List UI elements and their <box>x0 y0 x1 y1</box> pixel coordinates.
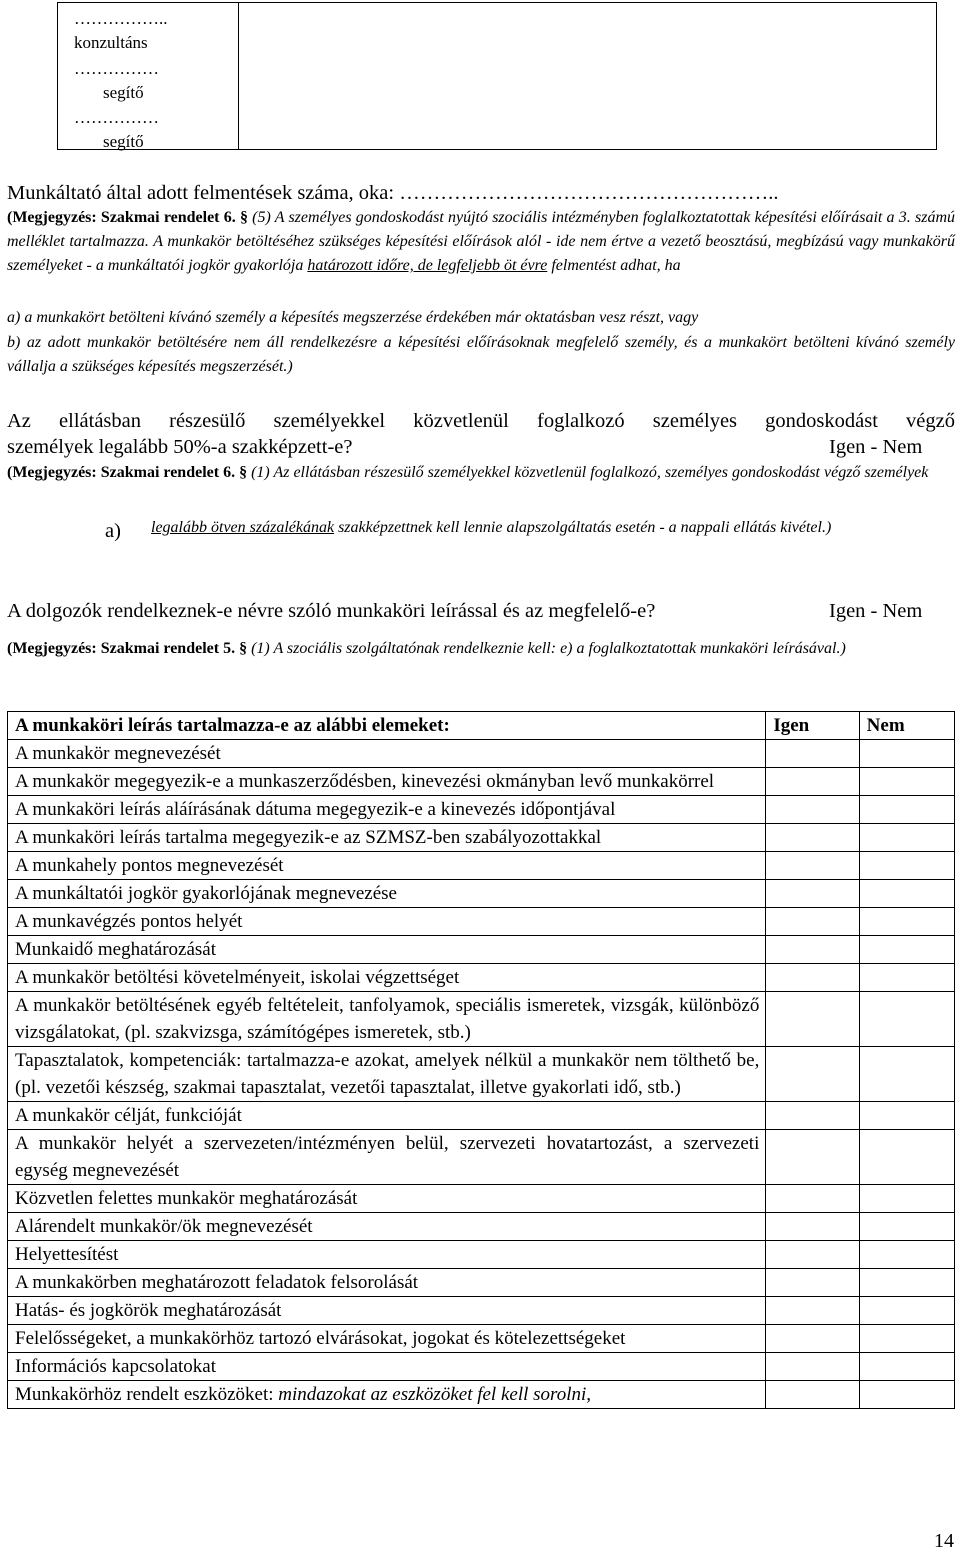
page-number: 14 <box>934 1530 954 1552</box>
exemptions-note-end: felmentést adhat, ha <box>551 257 681 274</box>
row-yes-cell[interactable] <box>766 1353 859 1381</box>
table-row <box>8 852 955 880</box>
row-yes-cell[interactable] <box>766 1269 859 1297</box>
row-item-label: Tapasztalatok, kompetenciák: tartalmazza-e azokat, amelyek nélkül a munkakör nem tölthető be, (pl. vezetői készség, szakmai tapasztalat, vezetői tapasztalat, illetve gyakorlati idő, stb.) <box>8 1047 766 1102</box>
row-no-cell[interactable] <box>859 1353 954 1381</box>
row-item-label: A munkakör megegyezik-e a munkaszerződésben, kinevezési okmányban levő munkakörrel <box>8 768 766 796</box>
row-item-label: A munkakör célját, funkcióját <box>8 1102 766 1130</box>
qualified-sub-marker: a) <box>105 520 121 542</box>
row-item-label: Helyettesítést <box>8 1241 766 1269</box>
row-yes-cell[interactable] <box>766 1213 859 1241</box>
staff-role-column <box>58 3 239 149</box>
table-row <box>8 936 955 964</box>
row-no-cell[interactable] <box>859 1325 954 1353</box>
exemptions-item-a: a) a munkakört betölteni kívánó személy a képesítés megszerzése érdekében már oktatásban vesz részt, vagy <box>7 309 699 326</box>
exemptions-note-underlined: határozott időre, de legfeljebb öt évre <box>307 257 548 274</box>
table-row <box>8 908 955 936</box>
row-yes-cell[interactable] <box>766 796 859 824</box>
table-row <box>8 1213 955 1241</box>
row-no-cell[interactable] <box>859 796 954 824</box>
row-item-label: A munkakör betöltési követelményeit, iskolai végzettséget <box>8 964 766 992</box>
row-no-cell[interactable] <box>859 936 954 964</box>
jobdesc-note-text: (1) A szociális szolgáltatónak rendelkeznie kell: e) a foglalkoztatottak munkaköri leírásával.) <box>251 640 846 657</box>
row-item-label: Felelősségeket, a munkakörhöz tartozó elvárásokat, jogokat és kötelezettségeket <box>8 1325 766 1353</box>
row-no-cell[interactable] <box>859 852 954 880</box>
header-no: Nem <box>859 712 954 740</box>
row-item-label: A munkakör megnevezését <box>8 740 766 768</box>
row-item-label: Információs kapcsolatokat <box>8 1353 766 1381</box>
row-item-label: A munkáltatói jogkör gyakorlójának megnevezése <box>8 880 766 908</box>
row-no-cell[interactable] <box>859 740 954 768</box>
header-yes: Igen <box>766 712 859 740</box>
qualified-note <box>7 461 955 485</box>
row-item-label: Alárendelt munkakör/ök megnevezését <box>8 1213 766 1241</box>
row-item-label: A munkavégzés pontos helyét <box>8 908 766 936</box>
table-row <box>8 1185 955 1213</box>
table-row <box>8 740 955 768</box>
row-no-cell[interactable] <box>859 964 954 992</box>
table-row <box>8 1381 955 1409</box>
last-row-italic: mindazokat az eszközöket fel kell sorolni, <box>278 1384 592 1405</box>
table-row <box>8 768 955 796</box>
qualified-sub-text: szakképzettnek kell lennie alapszolgáltatás esetén - a nappali ellátás kivétel.) <box>338 519 832 536</box>
row-yes-cell[interactable] <box>766 768 859 796</box>
row-yes-cell[interactable] <box>766 1130 859 1185</box>
qualified-question-line2: személyek legalább 50%-a szakképzett-e? <box>7 436 353 458</box>
row-item-label: A munkakör betöltésének egyéb feltételeit, tanfolyamok, speciális ismeretek, vizsgák, különböző vizsgálatokat, (pl. szakvizsga, számítógépes ismeretek, stb.) <box>8 992 766 1047</box>
row-yes-cell[interactable] <box>766 1241 859 1269</box>
row-yes-cell[interactable] <box>766 852 859 880</box>
table-row <box>8 796 955 824</box>
jobdesc-question: A dolgozók rendelkeznek-e névre szóló munkaköri leírással és az megfelelő-e? <box>7 600 656 622</box>
row-item-label: A munkahely pontos megnevezését <box>8 852 766 880</box>
exemptions-note <box>7 206 955 278</box>
row-no-cell[interactable] <box>859 1297 954 1325</box>
staff-role-box <box>57 2 937 150</box>
row-no-cell[interactable] <box>859 1213 954 1241</box>
row-yes-cell[interactable] <box>766 1102 859 1130</box>
qualified-sub <box>151 516 956 540</box>
table-row <box>8 1297 955 1325</box>
row-no-cell[interactable] <box>859 824 954 852</box>
table-row <box>8 880 955 908</box>
row-no-cell[interactable] <box>859 768 954 796</box>
role-dots-2: …………… <box>74 59 159 78</box>
row-yes-cell[interactable] <box>766 880 859 908</box>
row-yes-cell[interactable] <box>766 1185 859 1213</box>
role-dots-3: …………… <box>74 108 159 127</box>
table-row <box>8 964 955 992</box>
row-yes-cell[interactable] <box>766 1325 859 1353</box>
row-item-label: A munkaköri leírás tartalma megegyezik-e az SZMSZ-ben szabályozottakkal <box>8 824 766 852</box>
table-row <box>8 1047 955 1102</box>
exemptions-item-b: b) az adott munkakör betöltésére nem áll rendelkezésre a képesítési előírásoknak megfelelő személy, és a munkakört betölteni kívánó személy vállalja a szükséges képesítés megszerzését.) <box>7 334 955 375</box>
jobdesc-answer: Igen - Nem <box>829 600 923 622</box>
last-row-prefix: Munkakörhöz rendelt eszközöket: <box>15 1384 274 1405</box>
row-item-label: A munkakör helyét a szervezeten/intézményen belül, szervezeti hovatartozást, a szervezeti egység megnevezését <box>8 1130 766 1185</box>
row-item-label: A munkaköri leírás aláírásának dátuma megegyezik-e a kinevezés időpontjával <box>8 796 766 824</box>
table-row <box>8 1353 955 1381</box>
exemptions-note-text: (5) A személyes gondoskodást nyújtó szociális intézményben foglalkoztatottak képesítési előírásait a 3. számú melléklet tartalmazza. A munkakör betöltéséhez szükséges képesítési előírások alól - ide nem értve a vezető beosztású, megbízású vagy munkakörű személyeket - a munkáltatói jogkör gyakorlója <box>7 209 955 274</box>
row-item-label: Hatás- és jogkörök meghatározását <box>8 1297 766 1325</box>
row-no-cell[interactable] <box>859 1047 954 1102</box>
exemptions-question: Munkáltató által adott felmentések száma, oka: ……………………………………………….. <box>7 182 779 204</box>
header-item: A munkaköri leírás tartalmazza-e az alábbi elemeket: <box>8 712 766 740</box>
row-no-cell[interactable] <box>859 1269 954 1297</box>
section-symbol: § <box>239 640 248 657</box>
row-no-cell[interactable] <box>859 880 954 908</box>
jobdesc-note <box>7 637 955 661</box>
row-yes-cell[interactable] <box>766 964 859 992</box>
role-label-consultant: konzultáns <box>74 33 148 52</box>
table-row <box>8 1130 955 1185</box>
table-row <box>8 1325 955 1353</box>
row-yes-cell[interactable] <box>766 740 859 768</box>
row-item-label: A munkakörben meghatározott feladatok felsorolását <box>8 1269 766 1297</box>
row-item-label: Munkaidő meghatározását <box>8 936 766 964</box>
role-label-helper-1: segítő <box>103 83 144 102</box>
row-no-cell[interactable] <box>859 992 954 1047</box>
table-row <box>8 992 955 1047</box>
table-row <box>8 1241 955 1269</box>
row-yes-cell[interactable] <box>766 1381 859 1409</box>
row-no-cell[interactable] <box>859 908 954 936</box>
row-yes-cell[interactable] <box>766 1047 859 1102</box>
row-yes-cell[interactable] <box>766 992 859 1047</box>
qualified-sub-underlined: legalább ötven százalékának <box>151 519 335 536</box>
table-row <box>8 1102 955 1130</box>
section-symbol: § <box>239 464 248 481</box>
row-item-label <box>8 1381 766 1409</box>
role-label-helper-2: segítő <box>103 132 144 151</box>
row-yes-cell[interactable] <box>766 908 859 936</box>
row-yes-cell[interactable] <box>766 936 859 964</box>
row-no-cell[interactable] <box>859 1241 954 1269</box>
row-yes-cell[interactable] <box>766 1297 859 1325</box>
exemptions-note-ref: (Megjegyzés: Szakmai rendelet 6. <box>7 209 236 226</box>
row-no-cell[interactable] <box>859 1102 954 1130</box>
qualified-note-ref: (Megjegyzés: Szakmai rendelet 6. <box>7 464 236 481</box>
row-item-label: Közvetlen felettes munkakör meghatározását <box>8 1185 766 1213</box>
qualified-note-text: (1) Az ellátásban részesülő személyekkel közvetlenül foglalkozó, személyes gondoskodást végző személyek <box>251 464 929 481</box>
role-dots-1: …………….. <box>74 9 168 28</box>
qualified-answer: Igen - Nem <box>829 436 923 458</box>
row-no-cell[interactable] <box>859 1130 954 1185</box>
row-no-cell[interactable] <box>859 1185 954 1213</box>
section-symbol: § <box>239 209 248 226</box>
jobdesc-note-ref: (Megjegyzés: Szakmai rendelet 5. <box>7 640 236 657</box>
qualified-question-line1: Az ellátásban részesülő személyekkel közvetlenül foglalkozó személyes gondoskodást végző <box>7 410 955 432</box>
row-yes-cell[interactable] <box>766 824 859 852</box>
table-header-row <box>8 712 955 740</box>
row-no-cell[interactable] <box>859 1381 954 1409</box>
table-row <box>8 1269 955 1297</box>
table-row <box>8 824 955 852</box>
jobdesc-checklist-table <box>7 711 955 1409</box>
